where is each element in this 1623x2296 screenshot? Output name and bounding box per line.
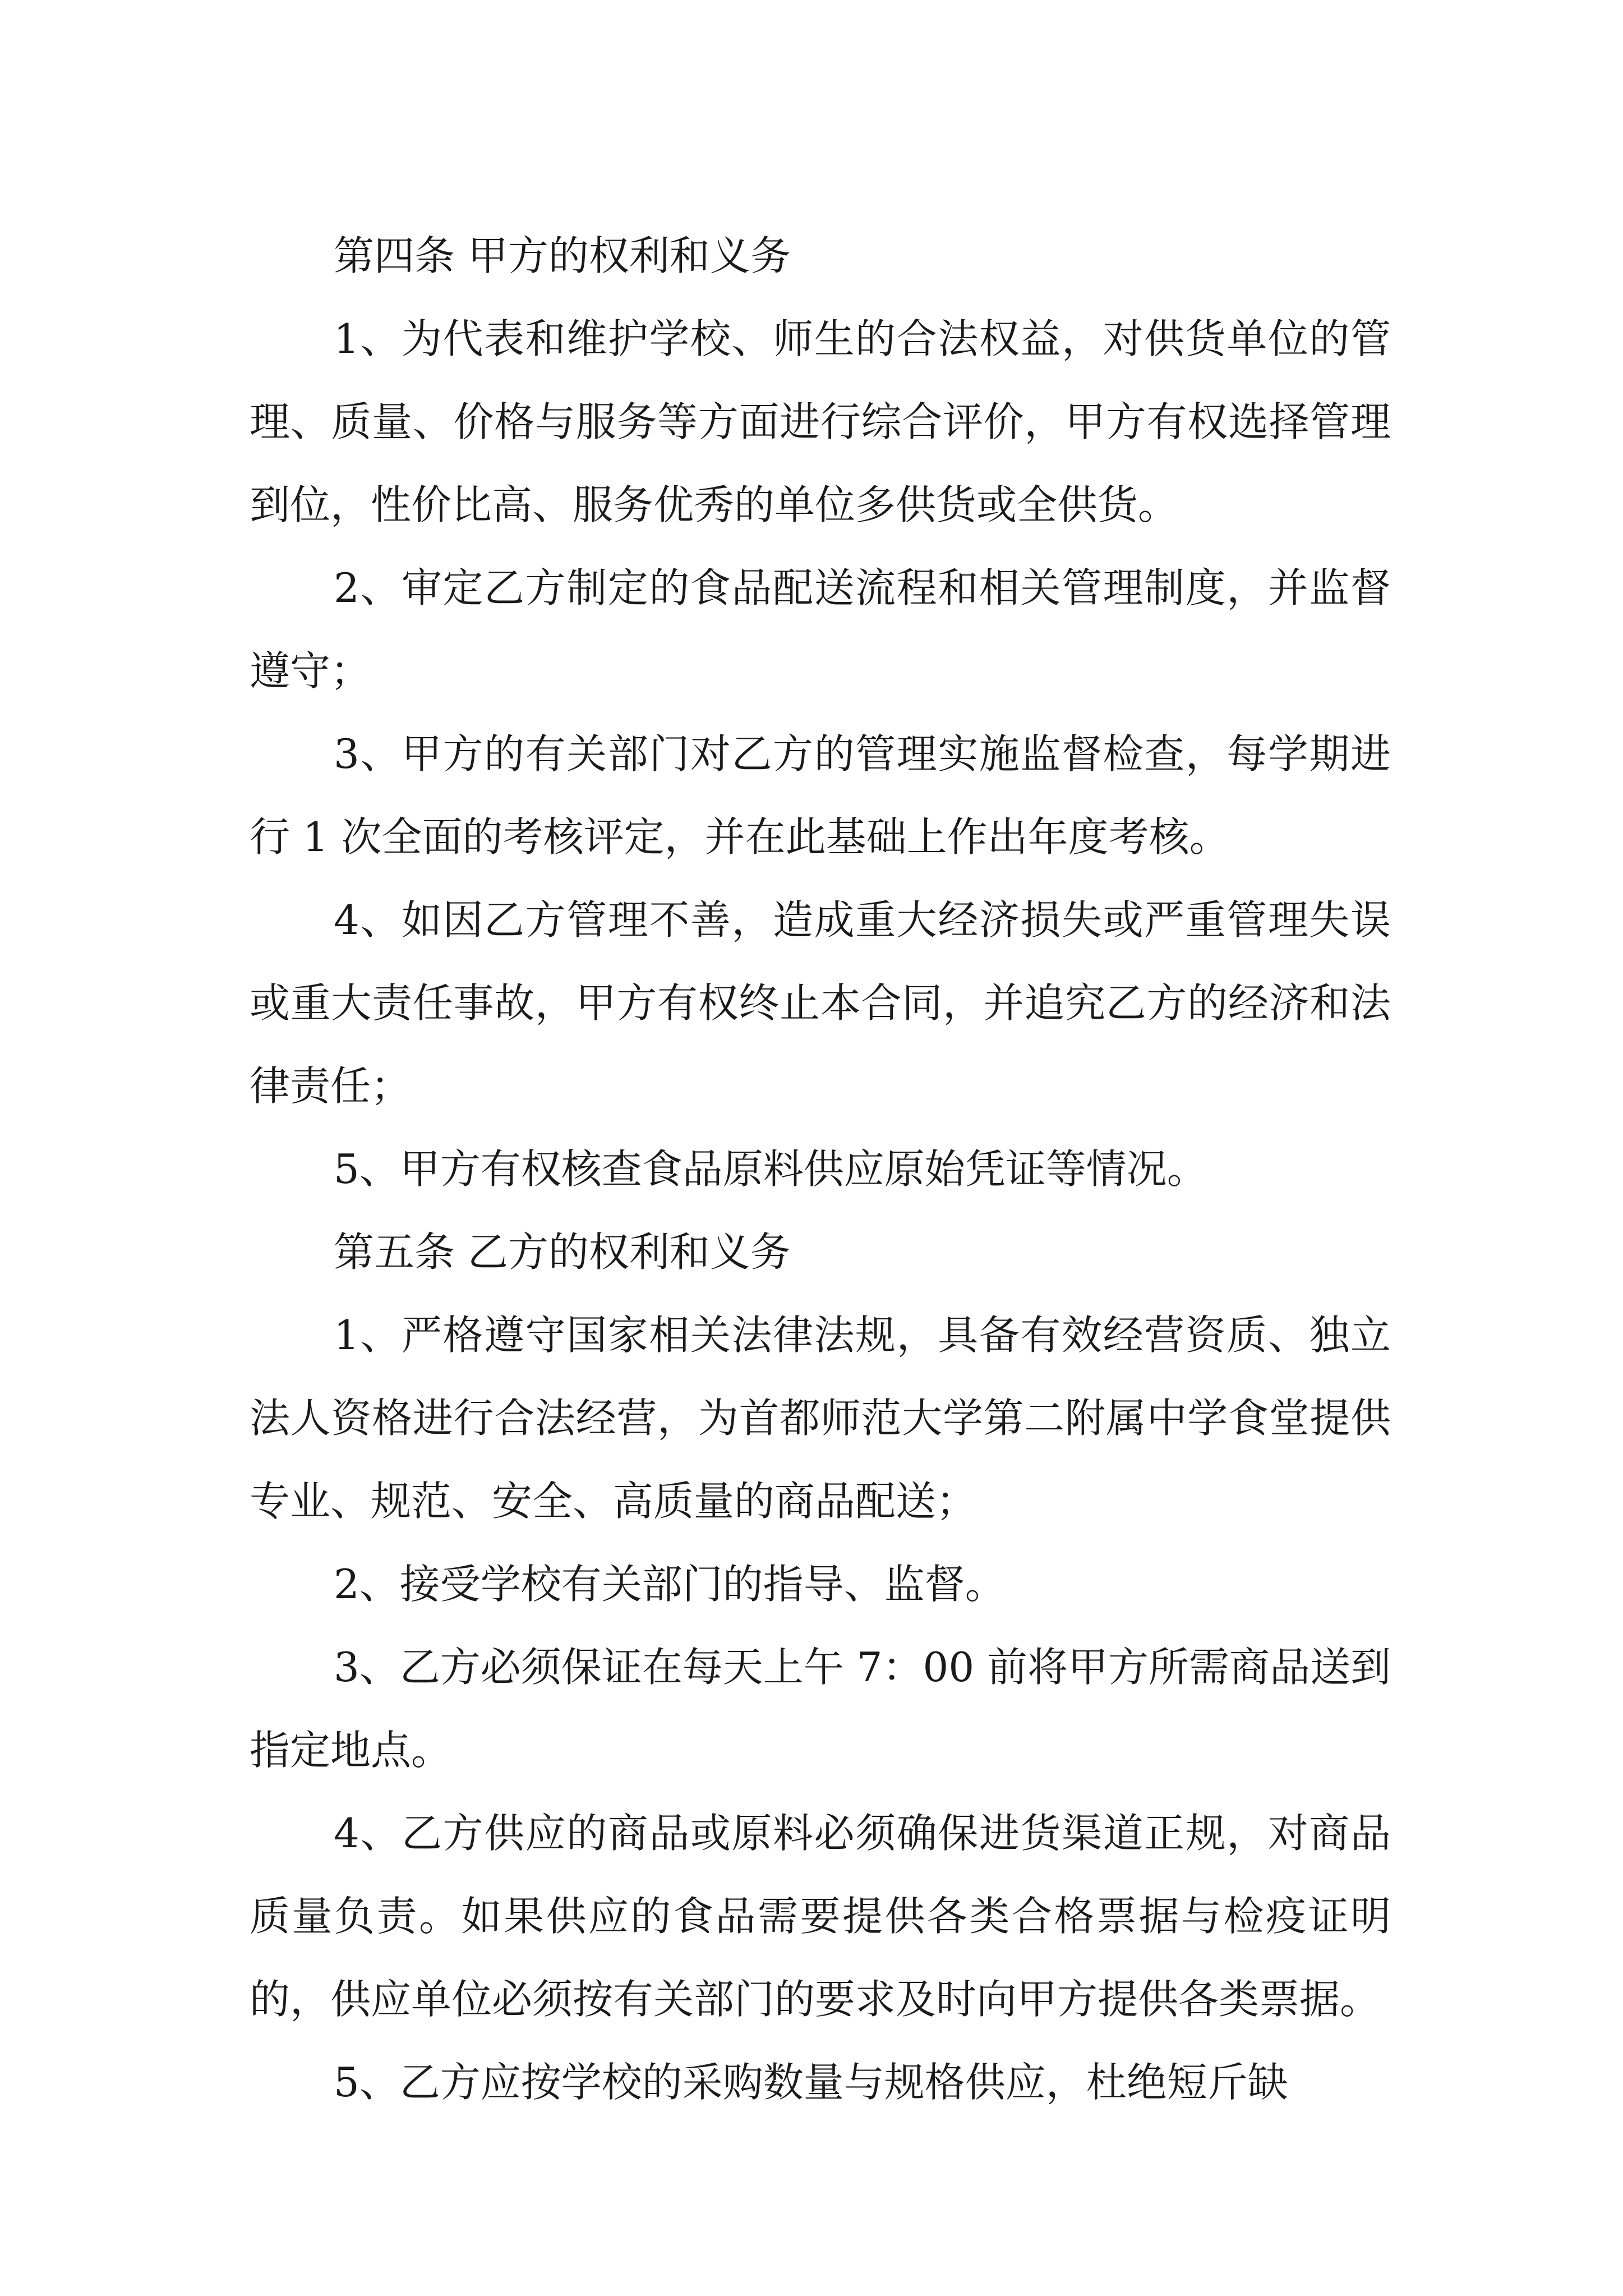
article-5-item-1: 1、严格遵守国家相关法律法规，具备有效经营资质、独立法人资格进行合法经营，为首都师范大学第二附属中学食堂提供专业、规范、安全、高质量的商品配送；	[250, 1312, 1391, 1525]
article-4-item-4: 4、如因乙方管理不善，造成重大经济损失或严重管理失误或重大责任事故，甲方有权终止本合同，并追究乙方的经济和法律责任；	[250, 896, 1391, 1110]
article-5-item-3: 3、乙方必须保证在每天上午 7：00 前将甲方所需商品送到指定地点。	[250, 1644, 1391, 1774]
article-4-item-1: 1、为代表和维护学校、师生的合法权益，对供货单位的管理、质量、价格与服务等方面进行综合评价，甲方有权选择管理到位，性价比高、服务优秀的单位多供货或全供货。	[250, 315, 1391, 528]
article-4-item-2: 2、审定乙方制定的食品配送流程和相关管理制度，并监督遵守；	[250, 564, 1391, 694]
article-4-item-5: 5、甲方有权核查食品原料供应原始凭证等情况。	[334, 1145, 1207, 1193]
article-5-item-2: 2、接受学校有关部门的指导、监督。	[334, 1561, 1006, 1608]
article-5-item-4: 4、乙方供应的商品或原料必须确保进货渠道正规，对商品质量负责。如果供应的食品需要提供各类合格票据与检疫证明的，供应单位必须按有关部门的要求及时向甲方提供各类票据。	[250, 1810, 1391, 2023]
article-5-heading: 第五条 乙方的权利和义务	[334, 1228, 791, 1276]
article-4-item-3: 3、甲方的有关部门对乙方的管理实施监督检查，每学期进行 1 次全面的考核评定，并在此基础上作出年度考核。	[250, 730, 1391, 861]
article-4-heading: 第四条 甲方的权利和义务	[334, 232, 791, 279]
document-body	[250, 214, 1391, 2124]
article-5-item-5: 5、乙方应按学校的采购数量与规格供应，杜绝短斤缺	[334, 2059, 1288, 2106]
